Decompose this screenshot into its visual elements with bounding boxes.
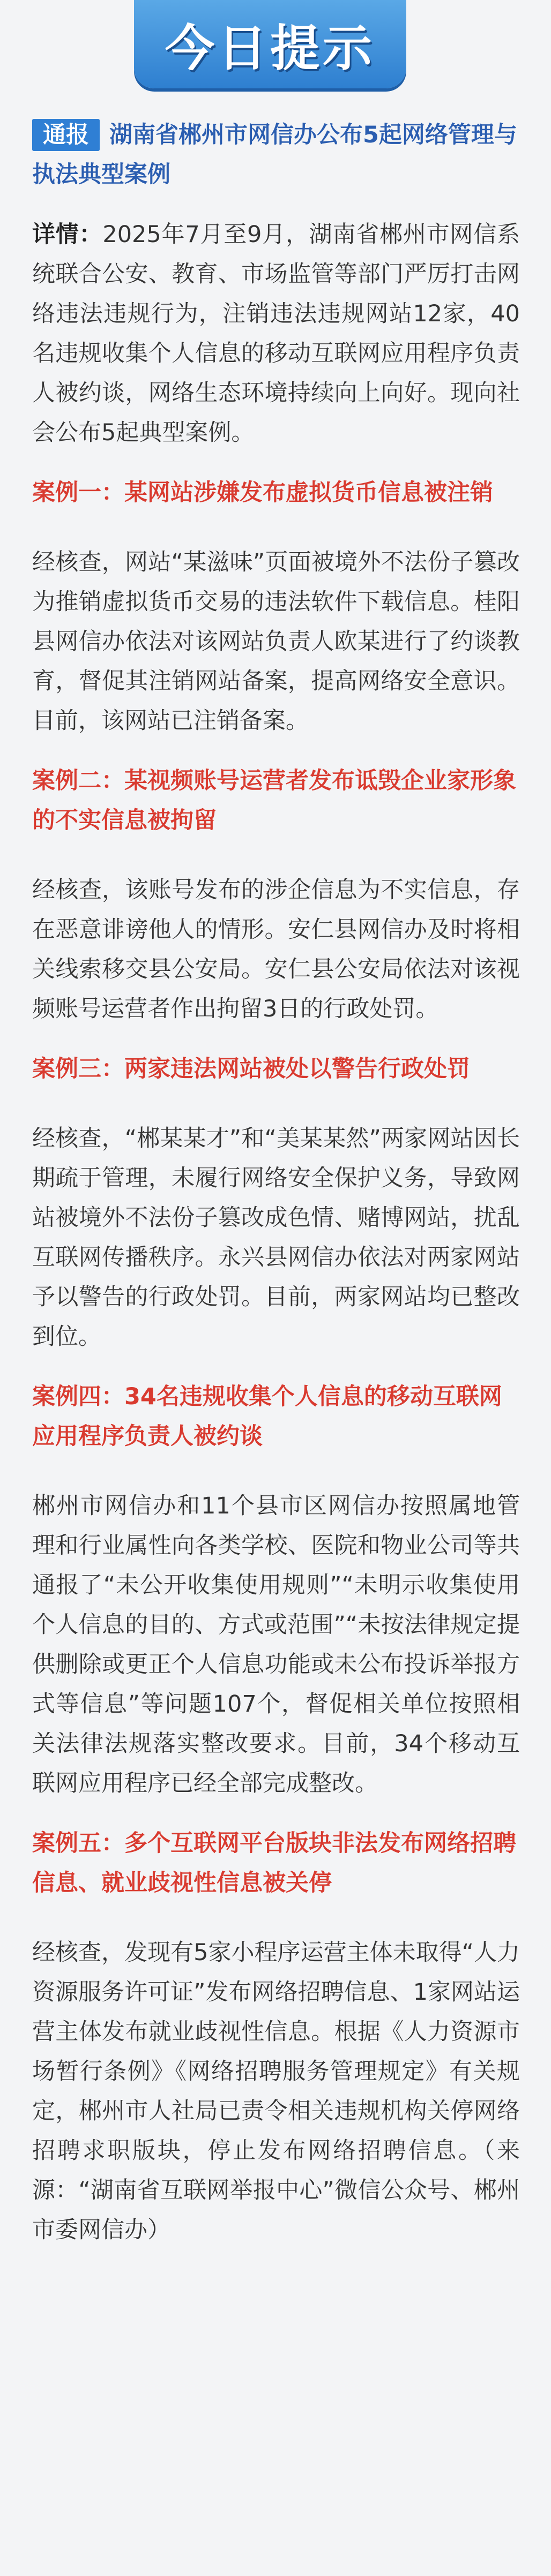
case-1-title: 案例一：某网站涉嫌发布虚拟货币信息被注销 bbox=[32, 479, 493, 506]
banner bbox=[134, 0, 406, 88]
detail-label: 详情： bbox=[32, 221, 103, 248]
case-5-title: 案例五：多个互联网平台版块非法发布网络招聘信息、就业歧视性信息被关停 bbox=[32, 1830, 516, 1896]
headline bbox=[32, 115, 520, 194]
article-content bbox=[32, 115, 520, 2270]
headline-text: 湖南省郴州市网信办公布5起网络管理与执法典型案例 bbox=[32, 122, 517, 188]
notice-tag: 通报 bbox=[32, 119, 100, 151]
banner-title: 今日提示 bbox=[165, 19, 375, 77]
case-3-title: 案例三：两家违法网站被处以警告行政处罚 bbox=[32, 1056, 470, 1082]
case-2-title: 案例二：某视频账号运营者发布诋毁企业家形象的不实信息被拘留 bbox=[32, 767, 516, 834]
case-3-body: 经核查，“郴某某才”和“美某某然”两家网站因长期疏于管理，未履行网络安全保护义务，导致网站被境外不法份子篡改成色情、赌博网站，扰乱互联网传播秩序。永兴县网信办依法对两家网站予以警告的行政处罚。目前，两家网站均已整改到位。 bbox=[32, 1125, 520, 1350]
detail-paragraph bbox=[32, 215, 520, 453]
case-4-body: 郴州市网信办和11个县市区网信办按照属地管理和行业属性向各类学校、医院和物业公司等共通报了“未公开收集使用规则”“未明示收集使用个人信息的目的、方式或范围”“未按法律规定提供删除或更正个人信息功能或未公布投诉举报方式等信息”等问题107个，督促相关单位按照相关法律法规落实整改要求。目前，34个移动互联网应用程序已经全部完成整改。 bbox=[32, 1493, 520, 1797]
case-1-body: 经核查，网站“某滋味”页面被境外不法份子篡改为推销虚拟货币交易的违法软件下载信息。桂阳县网信办依法对该网站负责人欧某进行了约谈教育，督促其注销网站备案，提高网络安全意识。目前，该网站已注销备案。 bbox=[32, 549, 520, 734]
detail-text: 2025年7月至9月，湖南省郴州市网信系统联合公安、教育、市场监管等部门严厉打击网络违法违规行为，注销违法违规网站12家，40名违规收集个人信息的移动互联网应用程序负责人被约谈，网络生态环境持续向上向好。现向社会公布5起典型案例。 bbox=[32, 221, 520, 446]
case-4-title: 案例四：34名违规收集个人信息的移动互联网应用程序负责人被约谈 bbox=[32, 1383, 502, 1450]
case-5-body: 经核查，发现有5家小程序运营主体未取得“人力资源服务许可证”发布网络招聘信息、1家网站运营主体发布就业歧视性信息。根据《人力资源市场暂行条例》《网络招聘服务管理规定》有关规定，郴州市人社局已责令相关违规机构关停网络招聘求职版块，停止发布网络招聘信息。（来源：“湖南省互联网举报中心”微信公众号、郴州市委网信办） bbox=[32, 1939, 520, 2243]
case-2-body: 经核查，该账号发布的涉企信息为不实信息，存在恶意诽谤他人的情形。安仁县网信办及时将相关线索移交县公安局。安仁县公安局依法对该视频账号运营者作出拘留3日的行政处罚。 bbox=[32, 877, 520, 1022]
